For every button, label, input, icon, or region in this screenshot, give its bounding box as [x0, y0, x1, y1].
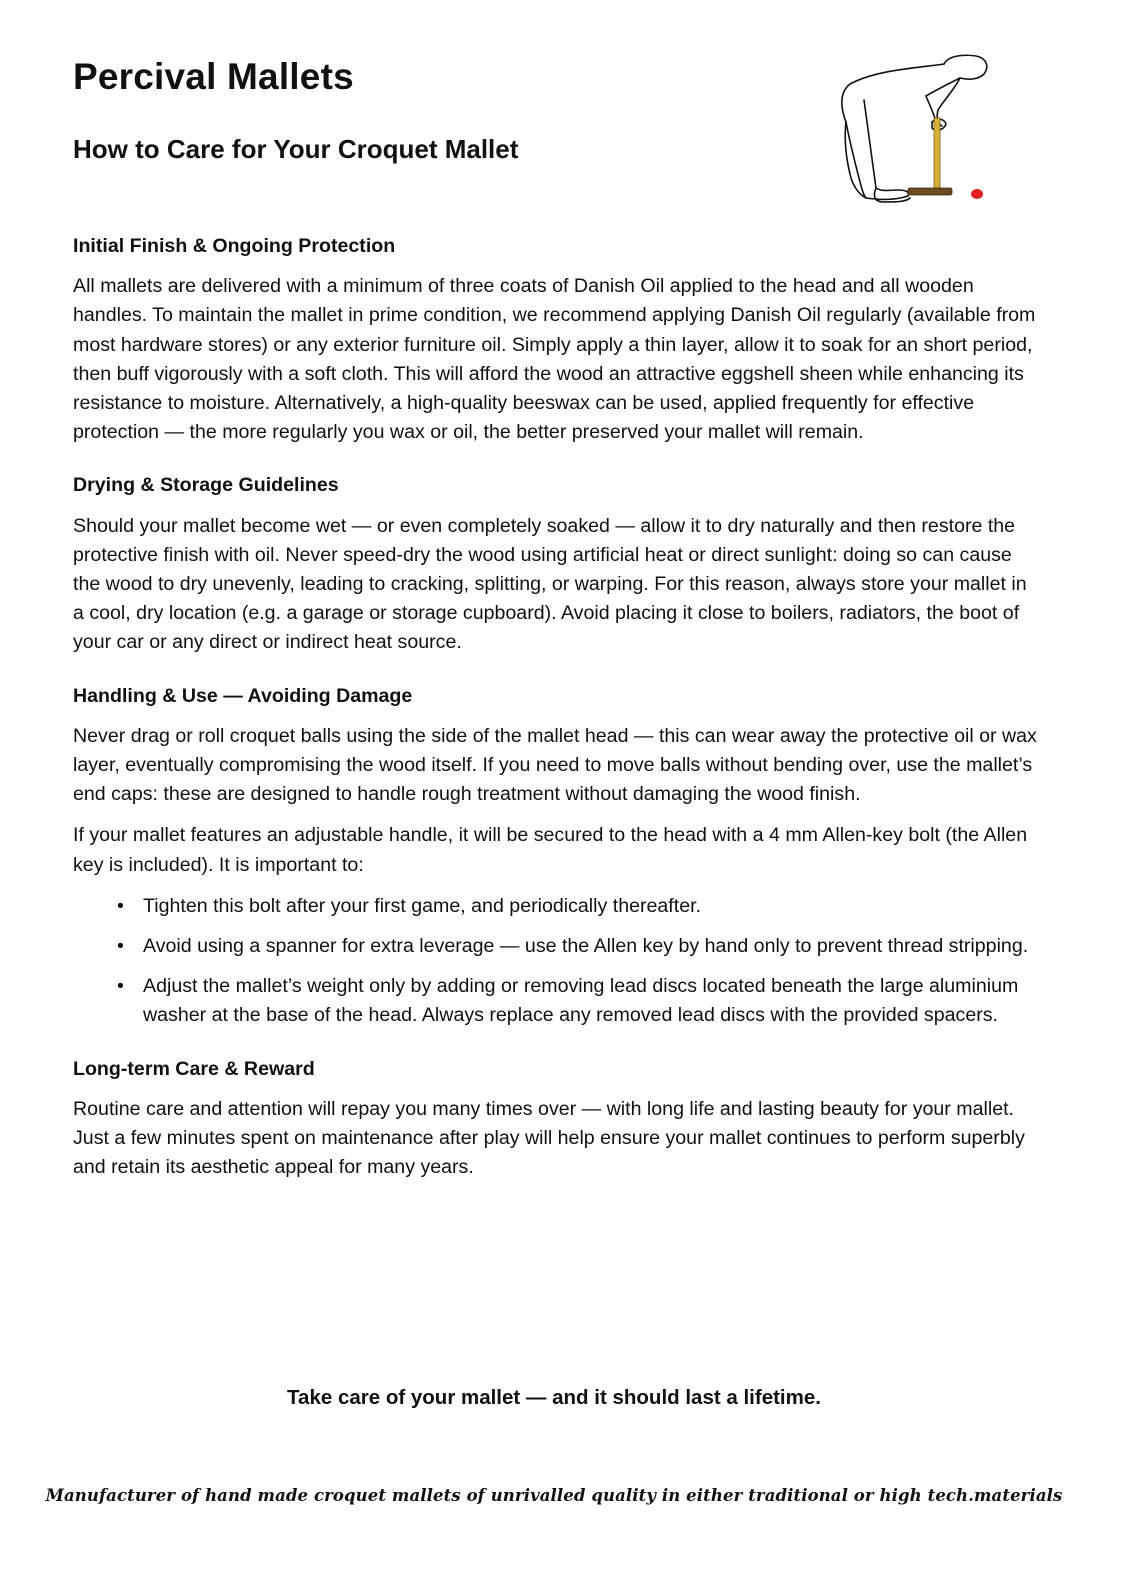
page-subtitle: How to Care for Your Croquet Mallet — [73, 134, 519, 164]
section-paragraph: All mallets are delivered with a minimum of three coats of Danish Oil applied to the head and all wooden handles. To maintain the mallet in prime condition, we recommend applying Danish Oil regularly (available from most hardware stores) or any exterior furniture oil. Simply apply a thin layer, allow it to soak for an short period, then buff vigorously with a soft cloth. This will afford the wood an attractive eggshell sheen while enhancing its resistance to moisture. Alternatively, a high-quality beeswax can be used, applied frequently for effective protection — the more regularly you wax or oil, the better preserved your mallet will remain. — [73, 275, 1036, 444]
list-item-text: Tighten this bolt after your first game, and periodically thereafter. — [143, 894, 701, 917]
croquet-player-illustration-icon — [836, 48, 996, 208]
section-heading: Drying & Storage Guidelines — [73, 474, 339, 497]
document-body — [73, 232, 1041, 1206]
section-initial-finish — [73, 232, 1041, 447]
footer-tagline: Manufacturer of hand made croquet mallets of unrivalled quality in either traditional or high tech.materials — [45, 1486, 1063, 1505]
list-item-text: Adjust the mallet’s weight only by adding or removing lead discs located beneath the large aluminium washer at the base of the head. Always replace any removed lead discs with the provided spacers. — [143, 975, 1019, 1027]
section-drying-storage — [73, 471, 1041, 657]
croquet-ball — [971, 189, 983, 199]
section-heading: Long-term Care & Reward — [73, 1057, 315, 1080]
section-paragraph: If your mallet features an adjustable handle, it will be secured to the head with a 4 mm Allen-key bolt (the Allen key is included). It is important to: — [73, 824, 1028, 876]
section-paragraph: Never drag or roll croquet balls using the side of the mallet head — this can wear away the protective oil or wax layer, eventually compromising the wood itself. If you need to move balls without bending over, use the mallet’s end caps: these are designed to handle rough treatment without damaging the wood finish. — [73, 724, 1037, 806]
closing-statement: Take care of your mallet — and it should last a lifetime. — [287, 1386, 821, 1409]
page-title: Percival Mallets — [73, 56, 354, 97]
section-handling-use — [73, 682, 1041, 1031]
mallet-shaft — [934, 118, 940, 192]
section-paragraph: Should your mallet become wet — or even completely soaked — allow it to dry naturally and then restore the protective finish with oil. Never speed-dry the wood using artificial heat or direct sunlight: doing so can cause the wood to dry unevenly, leading to cracking, splitting, or warping. For this reason, always store your mallet in a cool, dry location (e.g. a garage or storage cupboard). Avoid placing it close to boilers, radiators, the boot of your car or any direct or indirect heat source. — [73, 514, 1027, 654]
bullet-icon: • — [117, 935, 124, 958]
list-item — [117, 892, 1041, 921]
list-item — [117, 932, 1041, 961]
bullet-icon: • — [117, 894, 124, 917]
section-heading: Initial Finish & Ongoing Protection — [73, 235, 396, 257]
section-heading: Handling & Use — Avoiding Damage — [73, 684, 413, 707]
bullet-list — [73, 892, 1041, 1031]
bullet-icon: • — [117, 975, 124, 998]
list-item-text: Avoid using a spanner for extra leverage — use the Allen key by hand only to prevent thread stripping. — [143, 935, 1029, 958]
section-long-term-care — [73, 1055, 1041, 1183]
mallet-head — [908, 188, 952, 195]
section-paragraph: Routine care and attention will repay you many times over — with long life and lasting beauty for your mallet. Just a few minutes spent on maintenance after play will help ensure your mallet continues to perform superbly and retain its aesthetic appeal for many years. — [73, 1097, 1025, 1179]
list-item — [117, 972, 1041, 1030]
